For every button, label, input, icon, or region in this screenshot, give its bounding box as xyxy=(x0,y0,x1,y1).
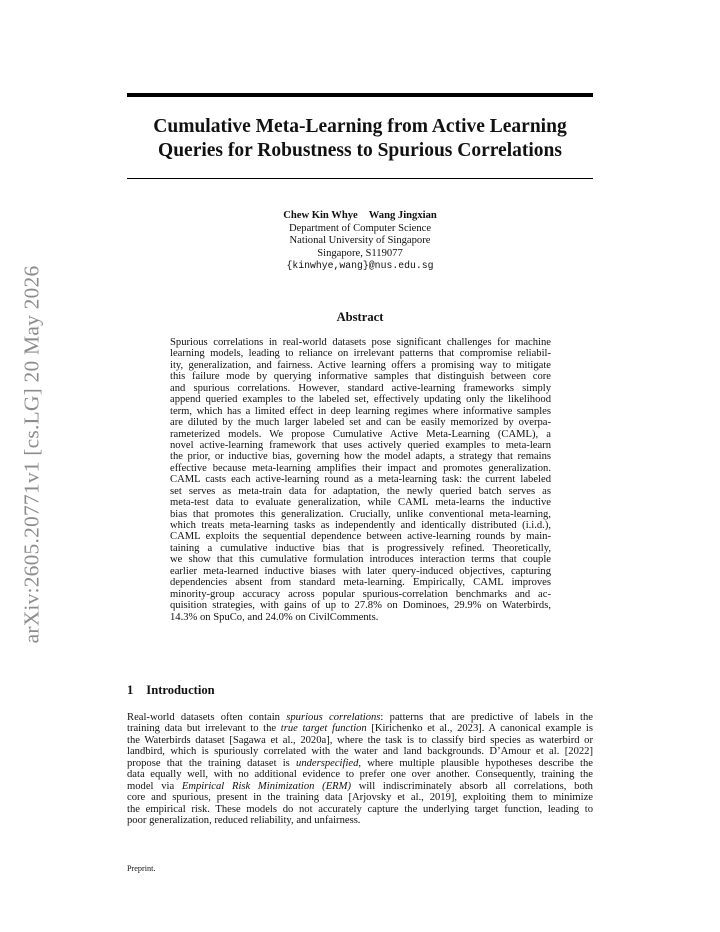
author-name: Wang Jingxian xyxy=(368,210,437,221)
section-heading xyxy=(127,683,215,698)
abstract-line: term, which has a limited effect in deep learning regimes where informative samples xyxy=(170,405,551,417)
university: National University of Singapore xyxy=(289,235,431,247)
title-line: Queries for Robustness to Spurious Correlations xyxy=(158,140,562,161)
paragraph-line: poor generalization, reduced reliability, and unfairness. xyxy=(127,814,361,826)
abstract-line: which treats meta-learning tasks as independently and identically distributed (i.i.d.), xyxy=(170,520,551,531)
abstract-line: dependencies absent from standard meta-learning. Empirically, CAML improves xyxy=(170,577,551,589)
abstract-line: Spurious correlations in real-world datasets pose significant challenges for machine xyxy=(170,337,551,348)
abstract-line: novel active-learning framework that uses actively queried examples to meta-learn xyxy=(170,439,551,451)
introduction-paragraph xyxy=(127,712,593,826)
abstract-line: effective because meta-learning amplifies their impact and promotes generalization. xyxy=(170,462,551,474)
abstract-line: meta-test data to evaluate generalization, while CAML meta-learns the inductive xyxy=(170,497,551,509)
abstract-line: the prior, or inductive bias, governing how the model adapts, a strategy that remains xyxy=(170,451,551,463)
emphasis-text: spurious correlations xyxy=(286,712,381,723)
title-top-rule xyxy=(127,93,593,97)
author-block xyxy=(127,210,593,273)
arxiv-identifier-stamp xyxy=(12,258,52,650)
paragraph-line: Real-world datasets often contain spurious correlations: patterns that are predictive of labels in the xyxy=(127,712,593,723)
paragraph-line: training data but irrelevant to the true target function [Kirichenko et al., 2023]. A canonical example is xyxy=(127,723,594,735)
abstract-line: CAML casts each active-learning round as a meta-learning task: the current labeled xyxy=(170,474,551,486)
abstract-line: we show that this cumulative formulation introduces interaction terms that couple xyxy=(170,554,551,566)
paper-title xyxy=(127,115,593,163)
section-title: Introduction xyxy=(146,683,215,697)
author-name: Chew Kin Whye xyxy=(283,210,358,221)
department: Department of Computer Science xyxy=(288,222,432,234)
abstract-body xyxy=(170,337,551,623)
abstract-line: set serves as meta-train data for adaptation, the newly queried batch serves as xyxy=(170,485,551,497)
abstract-line: taining a cumulative inductive bias that is progressively refined. Theoretically, xyxy=(170,542,551,554)
emphasis-text: true target function xyxy=(280,723,367,735)
abstract-line: minority-group accuracy across popular spurious-correlation benchmarks and ac- xyxy=(170,588,551,600)
title-bottom-rule xyxy=(127,178,593,179)
paragraph-line: model via Empirical Risk Minimization (ERM) will indiscriminately absorb all correlations, both xyxy=(127,780,593,792)
emphasis-text: Empirical Risk Minimization (ERM) xyxy=(181,780,351,792)
paragraph-line: propose that the training dataset is underspecified, where multiple plausible hypotheses describe the xyxy=(127,757,593,769)
abstract-line: bias that promotes this generalization. Crucially, unlike conventional meta-learning, xyxy=(170,508,551,520)
abstract-line: this failure mode by querying informative samples that distinguish between core xyxy=(170,371,551,383)
paragraph-line: the empirical risk. These models do not accurately capture the underlying target function, leading to xyxy=(127,803,593,815)
abstract-line: quisition strategies, with gains of up to 27.8% on Dominoes, 29.9% on Waterbirds, xyxy=(170,600,551,612)
paragraph-line: data equally well, with no additional evidence to prefer one over another. Consequently, training the xyxy=(127,769,593,781)
emphasis-text: underspecified xyxy=(296,757,359,769)
preprint-footer: Preprint. xyxy=(127,864,156,873)
abstract-heading: Abstract xyxy=(336,310,384,324)
abstract-line: and spurious correlations. However, standard active-learning frameworks simply xyxy=(170,382,551,394)
section-number: 1 xyxy=(127,683,134,697)
abstract-line: are diluted by the much larger labeled set and can be easily memorized by overpa- xyxy=(170,417,551,429)
author-names xyxy=(127,210,593,223)
paragraph-line: the Waterbirds dataset [Sagawa et al., 2020a], where the task is to classify bird species as waterbird or xyxy=(127,734,593,746)
abstract-line: earlier meta-learned inductive biases with later query-induced objectives, capturing xyxy=(170,565,551,577)
paragraph-line: core and spurious, present in the training data [Arjovsky et al., 2019], exploiting them to minimize xyxy=(127,792,593,804)
title-line: Cumulative Meta-Learning from Active Learning xyxy=(153,116,567,137)
abstract-line: rameterized models. We propose Cumulative Active Meta-Learning (CAML), a xyxy=(170,428,551,440)
abstract-line: CAML exploits the sequential dependence between active-learning rounds by main- xyxy=(170,531,551,543)
address: Singapore, S119077 xyxy=(317,247,403,259)
abstract-line: learning models, leading to reliance on irrelevant patterns that compromise reliabil- xyxy=(170,348,551,360)
abstract-line: append queried examples to the labeled set, effectively updating only the likelihood xyxy=(170,394,551,406)
abstract-line: 14.3% on SpuCo, and 24.0% on CivilComments. xyxy=(170,611,379,623)
paragraph-line: landbird, which is spuriously correlated with the water and land backgrounds. D’Amour et al. [2022] xyxy=(127,746,593,758)
arxiv-identifier-text: arXiv:2605.20771v1 [cs.LG] 20 May 2026 xyxy=(19,265,44,643)
abstract-line: ity, generalization, and fairness. Active learning offers a promising way to mitigate xyxy=(170,359,551,371)
author-email: {kinwhye,wang}@nus.edu.sg xyxy=(286,260,434,272)
